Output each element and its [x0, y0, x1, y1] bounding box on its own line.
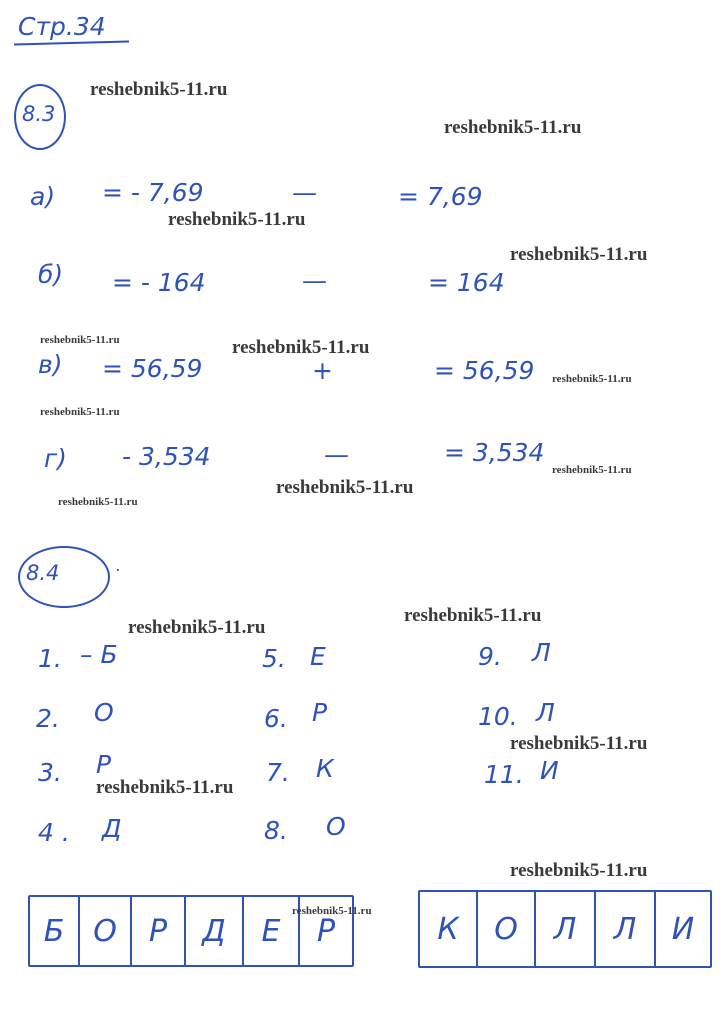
watermark: reshebnik5-11.ru [292, 905, 372, 917]
answer-11-letter: И [540, 756, 559, 785]
answer-6-num: 6. [264, 704, 288, 733]
watermark: reshebnik5-11.ru [276, 477, 414, 498]
word-box-cell-5: Е [244, 897, 300, 965]
row-a-sign: — [292, 178, 317, 207]
answer-3-letter: Р [96, 750, 112, 779]
row-v-sign: + [312, 356, 333, 385]
page-title: Стр.34 [18, 12, 106, 41]
watermark: reshebnik5-11.ru [40, 334, 120, 346]
row-a-expr2: = 7,69 [398, 182, 483, 211]
row-g-expr2: = 3,534 [444, 438, 545, 467]
answer-3-num: 3. [38, 758, 62, 787]
row-v-letter: в) [38, 350, 63, 379]
row-g-expr1: - 3,534 [122, 442, 211, 471]
task-8-4-dot: . [116, 556, 122, 575]
answer-5-num: 5. [262, 644, 286, 673]
row-g-sign: — [324, 440, 349, 469]
row-a-letter: а) [30, 182, 56, 211]
answer-2-num: 2. [36, 704, 60, 733]
answer-1-num: 1. [38, 644, 62, 673]
word-box-cell-6: Р [316, 913, 336, 949]
answer-10-num: 10. [478, 702, 518, 731]
answer-7-letter: К [316, 754, 334, 783]
word-box2-cell-1: К [420, 892, 478, 966]
answer-11-num: 11. [484, 760, 524, 789]
watermark: reshebnik5-11.ru [96, 777, 234, 798]
watermark: reshebnik5-11.ru [510, 244, 648, 265]
row-b-sign: — [302, 266, 327, 295]
word-box-cell-3: Р [132, 897, 186, 965]
watermark: reshebnik5-11.ru [552, 464, 632, 476]
word-box-cell-2: О [80, 897, 132, 965]
word-box2-cell-3: Л [536, 892, 596, 966]
row-b-expr1: = - 164 [112, 268, 206, 297]
watermark: reshebnik5-11.ru [90, 79, 228, 100]
row-v-expr2: = 56,59 [434, 356, 535, 385]
word-box2-cell-5: И [671, 911, 695, 947]
watermark: reshebnik5-11.ru [128, 617, 266, 638]
row-b-letter: б) [38, 260, 64, 289]
title-underline [14, 40, 129, 45]
word-box-cell-1: Б [30, 897, 80, 965]
watermark: reshebnik5-11.ru [40, 406, 120, 418]
answer-10-letter: Л [536, 698, 555, 727]
watermark: reshebnik5-11.ru [168, 209, 306, 230]
word-box-border-2 [418, 890, 712, 968]
watermark: reshebnik5-11.ru [444, 117, 582, 138]
word-box2-cell-2: О [478, 892, 536, 966]
answer-4-num: 4 . [38, 818, 70, 847]
watermark: reshebnik5-11.ru [58, 496, 138, 508]
watermark: reshebnik5-11.ru [510, 860, 648, 881]
row-b-expr2: = 164 [428, 268, 505, 297]
task-8-3-number: 8.3 [22, 102, 56, 126]
watermark: reshebnik5-11.ru [552, 373, 632, 385]
word-box2-cell-4: Л [596, 892, 656, 966]
word-box-cell-4: Д [186, 897, 244, 965]
row-g-letter: г) [44, 444, 67, 473]
answer-8-letter: О [326, 812, 346, 841]
watermark: reshebnik5-11.ru [510, 733, 648, 754]
answer-2-letter: О [94, 698, 114, 727]
row-a-expr1: = - 7,69 [102, 178, 204, 207]
task-8-4-number: 8.4 [26, 561, 60, 585]
answer-5-letter: Е [310, 642, 326, 671]
answer-4-letter: Д [102, 814, 122, 843]
answer-7-num: 7. [266, 758, 290, 787]
answer-9-letter: Л [532, 638, 551, 667]
answer-9-num: 9. [478, 642, 502, 671]
answer-1-letter: – Б [80, 640, 118, 669]
watermark: reshebnik5-11.ru [232, 337, 370, 358]
watermark: reshebnik5-11.ru [404, 605, 542, 626]
answer-6-letter: Р [312, 698, 328, 727]
answer-8-num: 8. [264, 816, 288, 845]
row-v-expr1: = 56,59 [102, 354, 203, 383]
